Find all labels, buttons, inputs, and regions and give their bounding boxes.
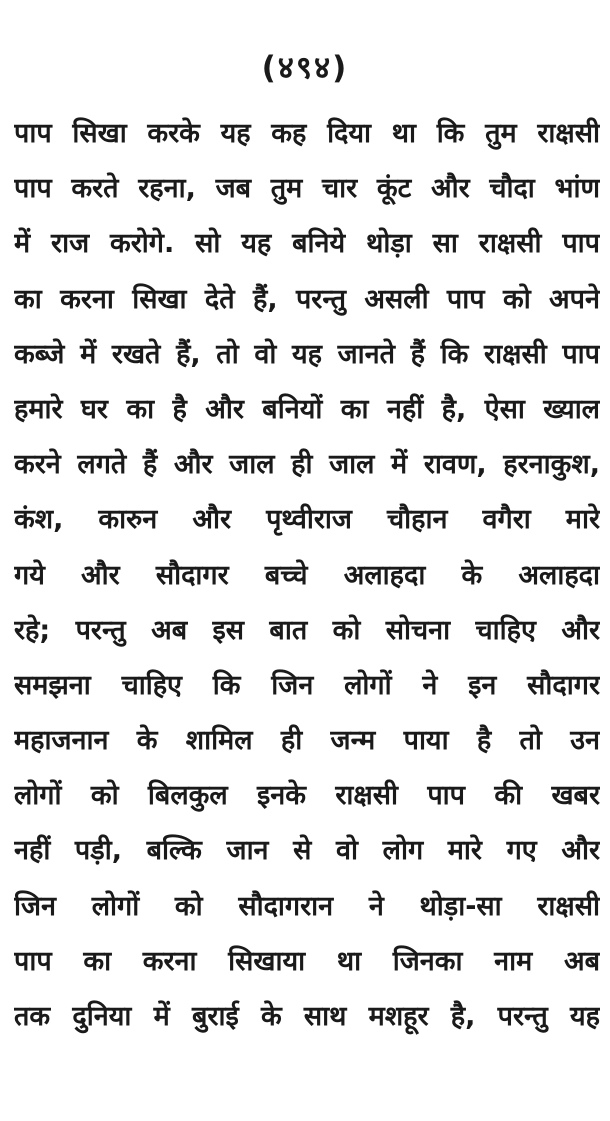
text-line: हमारे घर का है और बनियों का नहीं है, ऐसा ख्याल <box>14 393 600 425</box>
text-line: रहे; परन्तु अब इस बात को सोचना चाहिए और <box>14 614 600 646</box>
text-line: जिन लोगों को सौदागरान ने थोड़ा-सा राक्षसी <box>14 890 600 922</box>
text-line: कंश, कारुन और पृथ्वीराज चौहान वगैरा मारे <box>14 504 600 536</box>
text-line: महाजनान के शामिल ही जन्म पाया है तो उन <box>14 725 600 757</box>
text-line: लोगों को बिलकुल इनके राक्षसी पाप की खबर <box>14 780 600 812</box>
body-text <box>14 106 600 1044</box>
text-line: का करना सिखा देते हैं, परन्तु असली पाप को अपने <box>14 283 600 315</box>
page-number: (४९४) <box>261 50 349 86</box>
text-line: पाप करते रहना, जब तुम चार कूंट और चौदा भांण <box>14 173 600 205</box>
text-line: में राज करोगे. सो यह बनिये थोड़ा सा राक्षसी पाप <box>14 228 600 260</box>
text-line: पाप का करना सिखाया था जिनका नाम अब <box>14 945 600 977</box>
text-line: कब्जे में रखते हैं, तो वो यह जानते हैं कि राक्षसी पाप <box>14 338 600 370</box>
text-line: पाप सिखा करके यह कह दिया था कि तुम राक्षसी <box>14 118 600 149</box>
text-line: करने लगते हैं और जाल ही जाल में रावण, हरनाकुश, <box>14 449 600 481</box>
text-line: नहीं पड़ी, बल्कि जान से वो लोग मारे गए और <box>14 835 600 867</box>
text-line: गये और सौदागर बच्चे अलाहदा के अलाहदा <box>14 559 600 591</box>
text-line: समझना चाहिए कि जिन लोगों ने इन सौदागर <box>14 669 600 701</box>
text-line: तक दुनिया में बुराई के साथ मशहूर है, परन्तु यह <box>14 1001 600 1032</box>
